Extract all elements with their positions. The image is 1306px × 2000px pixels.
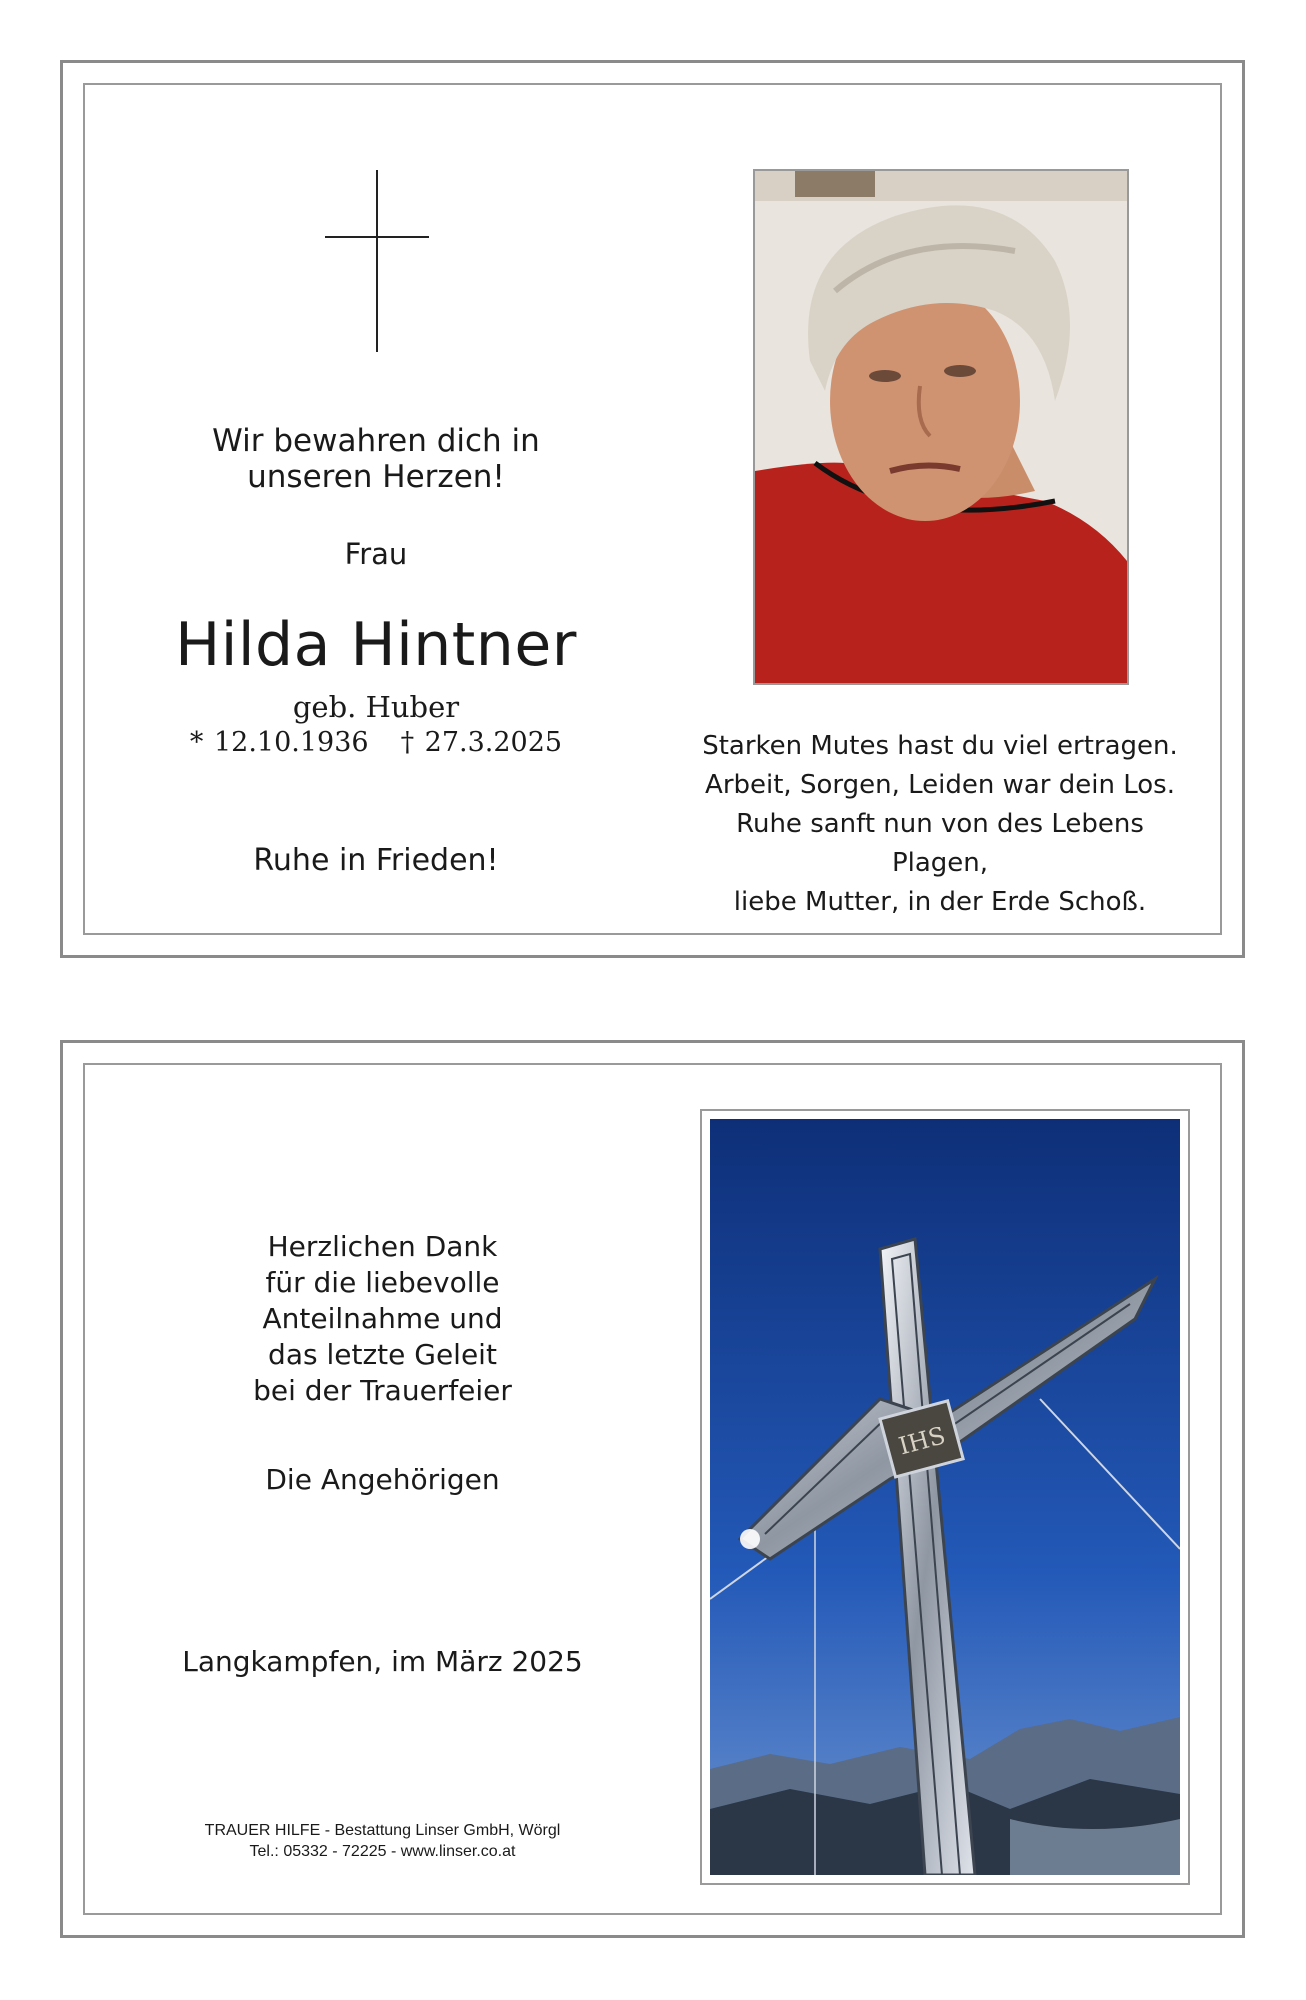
summit-cross-photo <box>710 1119 1180 1875</box>
poem-line: liebe Mutter, in der Erde Schoß. <box>733 887 1147 917</box>
thanks-line: Herzlichen Dank <box>267 1230 498 1263</box>
motto <box>185 423 567 495</box>
memorial-card-front <box>60 60 1245 958</box>
undertaker-line: Tel.: 05332 - 72225 - www.linser.co.at <box>249 1843 516 1860</box>
poem-line: Starken Mutes hast du viel ertragen. <box>702 731 1178 761</box>
portrait-photo <box>753 169 1129 685</box>
life-dates <box>145 727 607 758</box>
undertaker-line: TRAUER HILFE - Bestattung Linser GmbH, Wörgl <box>204 1822 561 1839</box>
motto-line: unseren Herzen! <box>247 459 505 495</box>
summit-cross-photo-frame <box>700 1109 1190 1885</box>
undertaker-info <box>145 1820 620 1862</box>
card-back-inner-border <box>83 1063 1222 1915</box>
death-date: † 27.3.2025 <box>400 727 563 758</box>
thank-you-text <box>185 1229 580 1409</box>
deceased-name: Hilda Hintner <box>175 610 577 680</box>
thanks-line: bei der Trauerfeier <box>253 1374 512 1407</box>
place-date: Langkampfen, im März 2025 <box>182 1645 583 1678</box>
thanks-line: für die liebevolle <box>265 1266 500 1299</box>
salutation: Frau <box>344 537 408 571</box>
signature: Die Angehörigen <box>265 1463 500 1496</box>
birth-name: geb. Huber <box>292 690 460 724</box>
thanks-line: das letzte Geleit <box>268 1338 497 1371</box>
card-front-inner-border <box>83 83 1222 935</box>
thanks-line: Anteilnahme und <box>262 1302 503 1335</box>
plaque-text: IHS <box>895 1421 949 1461</box>
closing-phrase: Ruhe in Frieden! <box>253 843 499 878</box>
cross-icon <box>325 170 429 352</box>
poem <box>685 727 1195 922</box>
motto-line: Wir bewahren dich in <box>212 423 540 459</box>
poem-line: Ruhe sanft nun von des Lebens Plagen, <box>736 809 1144 878</box>
poem-line: Arbeit, Sorgen, Leiden war dein Los. <box>705 770 1175 800</box>
memorial-card-back <box>60 1040 1245 1938</box>
birth-date: * 12.10.1936 <box>189 727 369 758</box>
